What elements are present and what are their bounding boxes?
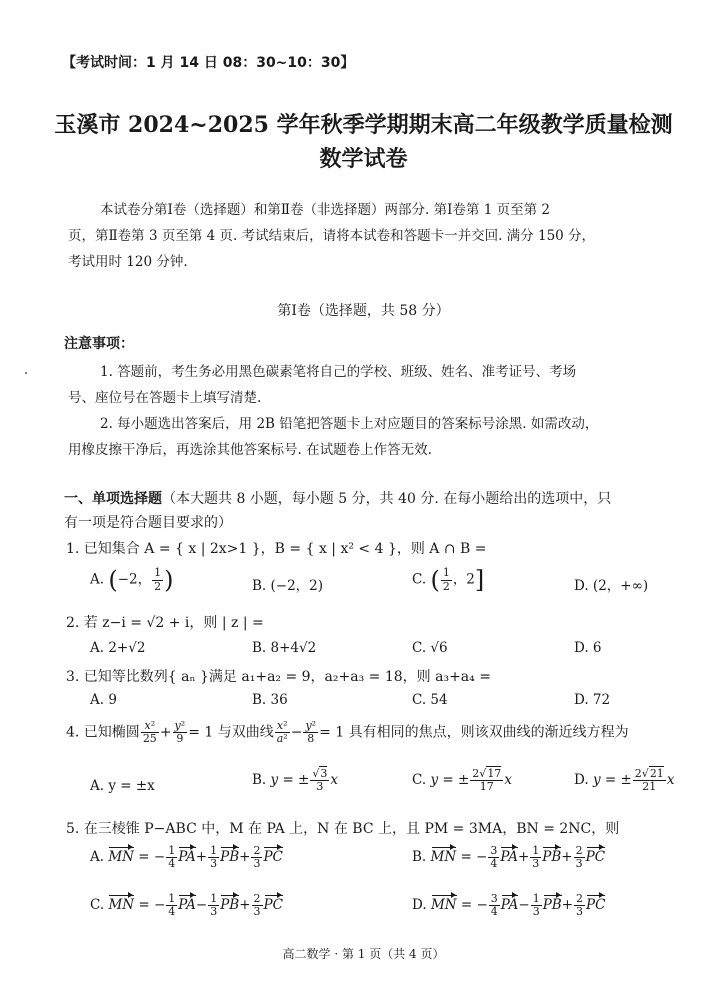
q5-option-b: B. MN = − $\frac{3}{4}$ PA+ $\frac{1}{3}$ PB+ $\frac{2}{3}$ PC: [412, 844, 606, 871]
q3-option-c: C. 54: [412, 692, 448, 708]
q2-option-d: D. 6: [574, 640, 602, 656]
exam-subtitle: 数学试卷: [319, 146, 408, 172]
notice-item-2-line-1: 2. 每小题选出答案后，用 2B 铅笔把答题卡上对应题目的答案标号涂黑. 如需改动，: [100, 416, 599, 432]
notice-item-2-line-2: 用橡皮擦干净后，再选涂其他答案标号. 在试题卷上作答无效.: [68, 442, 432, 458]
q2-stem: 2. 若 z−i = √2 + i，则 | z | =: [66, 615, 264, 631]
q4-stem: 4. 已知椭圆 $\frac{\text{x²}}{25}$ + $\frac{\text{y²}}{9}$ = 1 与双曲线 $\frac{\text{x²}}{\text{a²}}$ − $\frac{\text{y²}}{8}$ = 1 具有相同的焦点，则该双曲线的渐近线方程为: [66, 719, 629, 746]
notice-title: 注意事项：: [64, 336, 134, 352]
intro-line-1: 本试卷分第Ⅰ卷（选择题）和第Ⅱ卷（非选择题）两部分. 第Ⅰ卷第 1 页至第 2: [100, 202, 550, 218]
exam-time: 【考试时间：1 月 14 日 08：30~10：30】: [62, 55, 355, 71]
q2-option-b: B. 8+4√2: [252, 640, 317, 656]
q1-option-d: D. (2，+∞): [574, 578, 649, 594]
q1-stem: 1. 已知集合 A = { x | 2x>1 }，B = { x | x² < 4 }，则 A ∩ B =: [66, 541, 487, 557]
q1-option-b: B. (−2，2): [252, 578, 324, 594]
q4-option-a: A. y = ±x: [90, 778, 155, 794]
q5-option-d: D. MN = − $\frac{3}{4}$ PA− $\frac{1}{3}$ PB+ $\frac{2}{3}$ PC: [412, 892, 606, 919]
notice-item-1-line-1: 1. 答题前，考生务必用黑色碳素笔将自己的学校、班级、姓名、准考证号、考场: [100, 364, 577, 380]
q5-option-a: A. MN = − $\frac{1}{4}$ PA+ $\frac{1}{3}$ PB+ $\frac{2}{3}$ PC: [90, 844, 283, 871]
volume1-heading: 第Ⅰ卷（选择题，共 58 分）: [277, 303, 450, 319]
q2-option-a: A. 2+√2: [90, 640, 146, 656]
q5-option-c: C. MN = − $\frac{1}{4}$ PA− $\frac{1}{3}$ PB+ $\frac{2}{3}$ PC: [90, 892, 283, 919]
intro-line-2: 页，第Ⅱ卷第 3 页至第 4 页. 考试结束后，请将本试卷和答题卡一并交回. 满分 150 分，: [68, 228, 596, 244]
q1-option-c: C. ( $\frac{1}{2}$ ，2]: [412, 566, 485, 594]
q4-option-d: D. y = ± $\frac{2√21}{21}$ x: [574, 767, 675, 794]
intro-line-3: 考试用时 120 分钟.: [68, 254, 188, 270]
section1-title: 一、单项选择题: [64, 491, 162, 507]
q5-stem: 5. 在三棱锥 P−ABC 中，M 在 PA 上，N 在 BC 上，且 PM = 3MA，BN = 2NC，则: [66, 821, 620, 837]
section1-desc-line-1: （本大题共 8 小题，每小题 5 分，共 40 分. 在每小题给出的选项中，只: [162, 491, 612, 507]
section1-heading: [64, 488, 611, 508]
q4-option-b: B. y = ± $\frac{√3}{3}$ x: [252, 767, 339, 794]
notice-item-1-line-2: 号、座位号在答题卡上填写清楚.: [68, 390, 262, 406]
q3-option-b: B. 36: [252, 692, 288, 708]
margin-dot: [25, 372, 27, 374]
exam-title: 玉溪市 2024~2025 学年秋季学期期末高二年级教学质量检测: [54, 112, 673, 138]
q1-option-a: A. (−2， $\frac{1}{2}$ ): [90, 566, 174, 594]
section1-desc-line-2: 有一项是符合题目要求的）: [64, 515, 232, 531]
q3-stem: 3. 已知等比数列{ aₙ }满足 a₁+a₂ = 9，a₂+a₃ = 18，则 a₃+a₄ =: [66, 669, 491, 685]
q2-option-c: C. √6: [412, 640, 448, 656]
q4-option-c: C. y = ± $\frac{2√17}{17}$ x: [412, 767, 512, 794]
page-footer: 高二数学 · 第 1 页（共 4 页）: [282, 947, 445, 961]
q3-option-a: A. 9: [90, 692, 117, 708]
q3-option-d: D. 72: [574, 692, 611, 708]
